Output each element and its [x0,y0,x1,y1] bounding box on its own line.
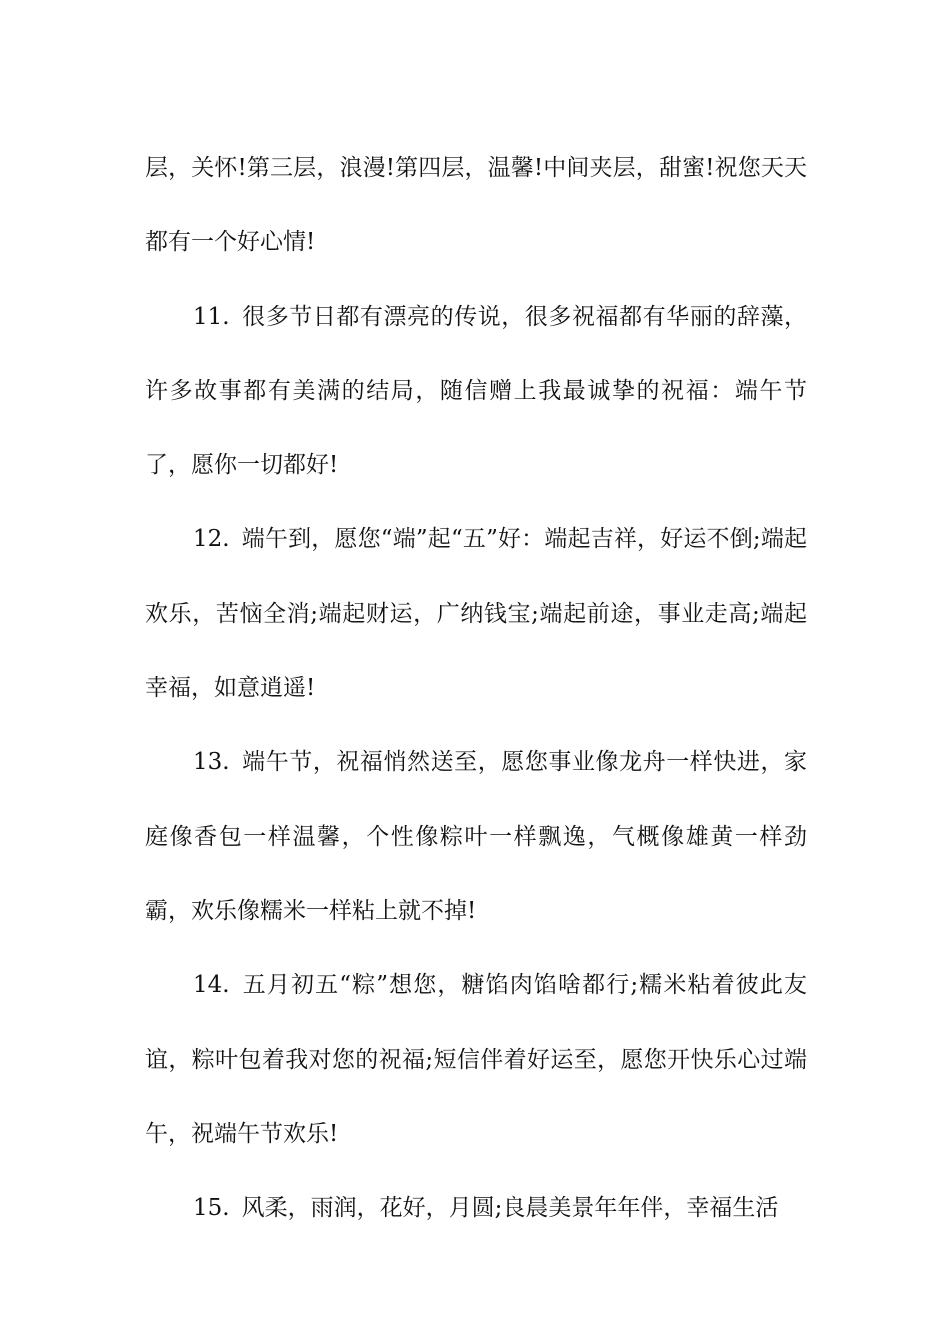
paragraph-continued [145,131,807,280]
paragraph-text: 层，关怀!第三层，浪漫!第四层，温馨!中间夹层，甜蜜!祝您天天都有一个好心情! [145,155,807,256]
paragraph-12 [145,502,807,725]
paragraph-text: 端午到，愿您“端”起“五”好：端起吉祥，好运不倒;端起欢乐，苦恼全消;端起财运，广纳钱宝;端起前途，事业走高;端起幸福，如意逍遥! [145,526,807,702]
paragraph-14 [145,948,807,1171]
paragraph-text: 风柔，雨润，花好，月圆;良晨美景年年伴，幸福生活 [241,1195,779,1222]
paragraph-15 [145,1171,807,1245]
paragraph-number: 11. [193,303,230,330]
paragraph-text: 端午节，祝福悄然送至，愿您事业像龙舟一样快进，家庭像香包一样温馨，个性像粽叶一样飘逸，气概像雄黄一样劲霸，欢乐像糯米一样粘上就不掉! [145,749,807,924]
paragraph-13 [145,725,807,948]
document-body [145,131,807,1245]
paragraph-11 [145,280,807,503]
paragraph-text: 很多节日都有漂亮的传说，很多祝福都有华丽的辞藻，许多故事都有美满的结局，随信赠上我最诚挚的祝福：端午节了，愿你一切都好! [145,303,807,479]
paragraph-number: 14. [193,972,230,999]
paragraph-number: 12. [193,526,230,553]
paragraph-number: 13. [193,749,230,776]
paragraph-number: 15. [193,1195,230,1222]
paragraph-text: 五月初五“粽”想您，糖馅肉馅啥都行;糯米粘着彼此友谊，粽叶包着我对您的祝福;短信伴着好运至，愿您开快乐心过端午，祝端午节欢乐! [145,972,807,1147]
